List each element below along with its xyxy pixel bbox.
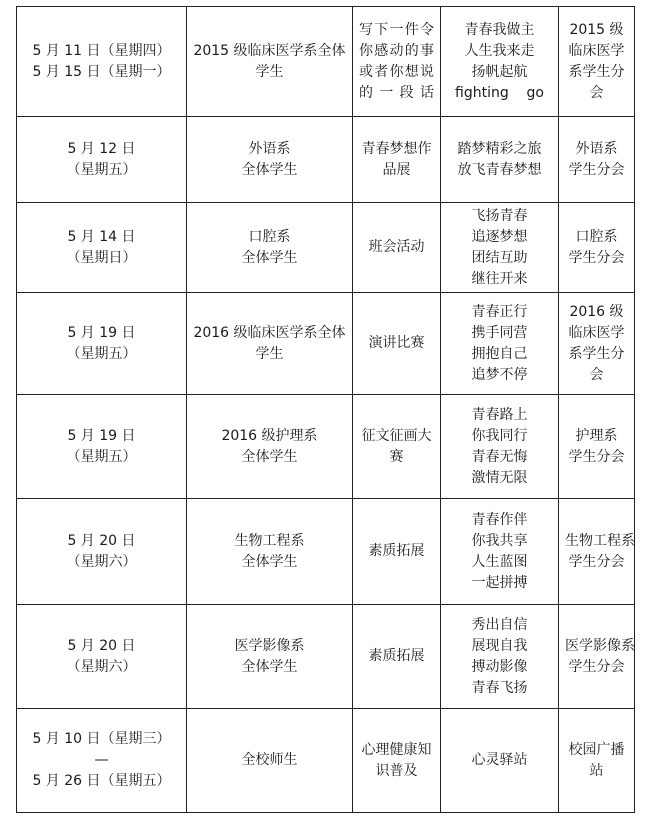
table-row (17, 203, 635, 293)
participants-cell: 外语系 全体学生 (187, 117, 353, 203)
participants-cell: 口腔系 全体学生 (187, 203, 353, 293)
participants-cell: 2015 级临床医学系全体学生 (187, 7, 353, 117)
theme-cell: 青春我做主 人生我来走 扬帆起航 fighting go (441, 7, 559, 117)
date-cell: 5 月 10 日（星期三） — 5 月 26 日（星期五） (17, 709, 187, 813)
theme-cell: 青春路上 你我同行 青春无悔 激情无限 (441, 395, 559, 499)
activity-cell: 演讲比赛 (353, 293, 441, 395)
date-cell: 5 月 14 日 （星期日） (17, 203, 187, 293)
date-cell: 5 月 11 日（星期四） 5 月 15 日（星期一） (17, 7, 187, 117)
activity-cell: 心理健康知识普及 (353, 709, 441, 813)
table-row (17, 7, 635, 117)
table-row (17, 395, 635, 499)
activity-cell: 班会活动 (353, 203, 441, 293)
theme-cell: 飞扬青春 追逐梦想 团结互助 继往开来 (441, 203, 559, 293)
date-cell: 5 月 12 日 （星期五） (17, 117, 187, 203)
date-cell: 5 月 19 日 （星期五） (17, 293, 187, 395)
participants-cell: 生物工程系 全体学生 (187, 499, 353, 605)
table-row (17, 499, 635, 605)
organizer-cell: 护理系 学生分会 (559, 395, 635, 499)
participants-cell: 医学影像系 全体学生 (187, 605, 353, 709)
theme-cell: 青春正行 携手同营 拥抱自己 追梦不停 (441, 293, 559, 395)
theme-cell: 秀出自信 展现自我 搏动影像 青春飞扬 (441, 605, 559, 709)
theme-cell: 青春作伴 你我共享 人生蓝图 一起拼搏 (441, 499, 559, 605)
activity-schedule-table (16, 6, 635, 813)
theme-cell: 踏梦精彩之旅 放飞青春梦想 (441, 117, 559, 203)
participants-cell: 全校师生 (187, 709, 353, 813)
activity-cell: 写下一件令你感动的事或者你想说的一段话 (353, 7, 441, 117)
date-cell: 5 月 20 日 （星期六） (17, 499, 187, 605)
activity-cell: 征文征画大赛 (353, 395, 441, 499)
table-row (17, 293, 635, 395)
table-row (17, 117, 635, 203)
organizer-cell: 外语系 学生分会 (559, 117, 635, 203)
organizer-cell: 生物工程系 学生分会 (559, 499, 635, 605)
organizer-cell: 医学影像系 学生分会 (559, 605, 635, 709)
activity-cell: 素质拓展 (353, 499, 441, 605)
activity-cell: 青春梦想作品展 (353, 117, 441, 203)
participants-cell: 2016 级临床医学系全体学生 (187, 293, 353, 395)
organizer-cell: 2015 级临床医学系学生分会 (559, 7, 635, 117)
table-row (17, 605, 635, 709)
table-row (17, 709, 635, 813)
date-cell: 5 月 20 日 （星期六） (17, 605, 187, 709)
organizer-cell: 2016 级临床医学系学生分会 (559, 293, 635, 395)
organizer-cell: 口腔系 学生分会 (559, 203, 635, 293)
theme-cell: 心灵驿站 (441, 709, 559, 813)
participants-cell: 2016 级护理系 全体学生 (187, 395, 353, 499)
organizer-cell: 校园广播站 (559, 709, 635, 813)
date-cell: 5 月 19 日 （星期五） (17, 395, 187, 499)
activity-cell: 素质拓展 (353, 605, 441, 709)
